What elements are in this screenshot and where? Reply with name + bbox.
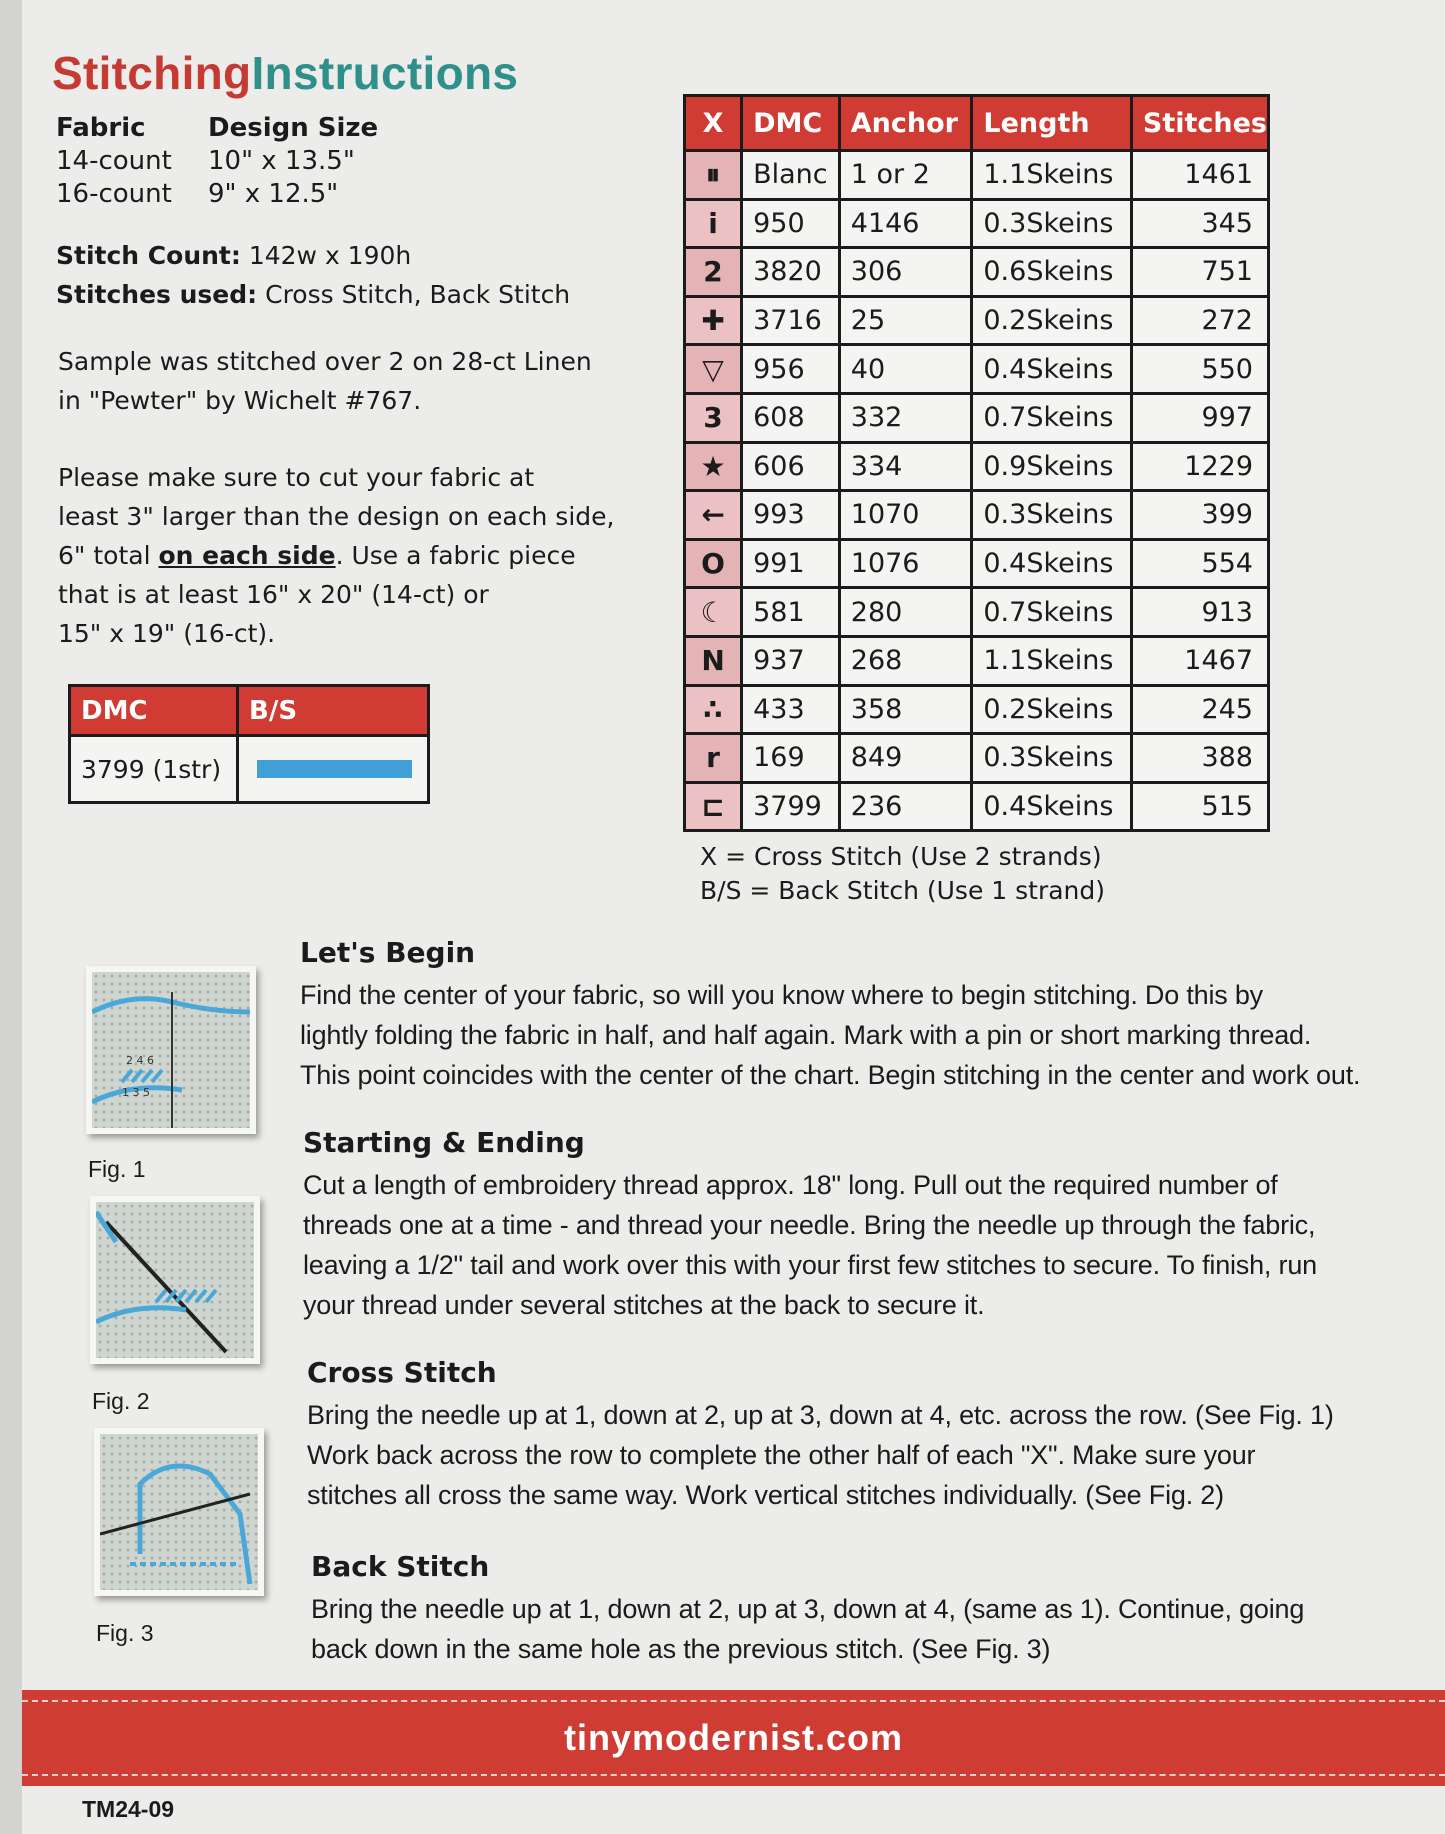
fig-2-label: Fig. 2: [92, 1388, 150, 1414]
stitch-count-value: 142w x 190h: [248, 241, 412, 270]
floss-anchor: 236: [839, 782, 972, 831]
floss-row: [685, 685, 1269, 734]
floss-symbol: ←: [685, 491, 742, 540]
floss-row: [685, 636, 1269, 685]
section-lets-begin: [300, 936, 1360, 1095]
cut-note-line: Please make sure to cut your fabric at: [58, 463, 535, 492]
body-line: Find the center of your fabric, so will you know where to begin stitching. Do this by: [300, 980, 1263, 1010]
body-line: threads one at a time - and thread your needle. Bring the needle up through the fabric,: [303, 1210, 1316, 1240]
section-back-stitch: [311, 1550, 1304, 1669]
cut-note-line: 15" x 19" (16-ct).: [58, 619, 276, 648]
floss-anchor: 849: [839, 734, 972, 783]
floss-header-dmc: DMC: [742, 96, 840, 151]
floss-row: [685, 296, 1269, 345]
floss-anchor: 1 or 2: [839, 151, 972, 200]
section-heading: Cross Stitch: [307, 1356, 497, 1389]
floss-stitches: 345: [1131, 199, 1268, 248]
fabric-spec: [56, 112, 378, 211]
floss-anchor: 4146: [839, 199, 972, 248]
fig-2-image: [90, 1196, 260, 1364]
page-title: [52, 46, 518, 100]
body-line: lightly folding the fabric in half, and half again. Mark with a pin or short marking thread.: [300, 1020, 1312, 1050]
fig-1-image: [86, 966, 256, 1134]
floss-length: 1.1Skeins: [972, 151, 1132, 200]
fig1-numbers-top: 2 4 6: [126, 1054, 154, 1067]
floss-row: [685, 248, 1269, 297]
floss-anchor: 358: [839, 685, 972, 734]
floss-stitches: 245: [1131, 685, 1268, 734]
title-part-2: Instructions: [251, 47, 519, 99]
floss-symbol: 3: [685, 393, 742, 442]
sample-line: in "Pewter" by Wichelt #767.: [58, 386, 422, 415]
floss-stitches: 554: [1131, 539, 1268, 588]
floss-row: [685, 734, 1269, 783]
floss-row: [685, 539, 1269, 588]
floss-anchor: 306: [839, 248, 972, 297]
body-line: This point coincides with the center of the chart. Begin stitching in the center and work out.: [300, 1060, 1361, 1090]
floss-anchor: 268: [839, 636, 972, 685]
floss-dmc: 3820: [742, 248, 840, 297]
pattern-code: TM24-09: [82, 1796, 175, 1822]
floss-symbol: ∴: [685, 685, 742, 734]
floss-length: 0.4Skeins: [972, 782, 1132, 831]
cut-note-line: [58, 536, 614, 575]
floss-row: [685, 442, 1269, 491]
section-body: [307, 1395, 1334, 1515]
design-size-header: Design Size: [208, 113, 379, 143]
floss-header-anchor: Anchor: [839, 96, 972, 151]
sample-note: [58, 342, 592, 420]
floss-anchor: 1076: [839, 539, 972, 588]
floss-dmc: 433: [742, 685, 840, 734]
title-part-1: Stitching: [52, 47, 252, 99]
floss-symbol: ⏸: [685, 151, 742, 200]
fabric-count: 16-count: [56, 179, 172, 209]
floss-dmc: 608: [742, 393, 840, 442]
floss-length: 0.7Skeins: [972, 393, 1132, 442]
section-cross-stitch: [307, 1356, 1334, 1515]
floss-length: 0.4Skeins: [972, 345, 1132, 394]
bs-dmc-value: 3799 (1str): [71, 737, 239, 801]
footer-banner: [22, 1690, 1445, 1786]
cut-note-line: that is at least 16" x 20" (14-ct) or: [58, 580, 489, 609]
floss-row: [685, 588, 1269, 637]
fig1-numbers-bottom: 1 3 5: [122, 1086, 150, 1099]
floss-length: 1.1Skeins: [972, 636, 1132, 685]
floss-length: 0.9Skeins: [972, 442, 1132, 491]
floss-symbol: ▽: [685, 345, 742, 394]
floss-dmc: 991: [742, 539, 840, 588]
floss-dmc: 169: [742, 734, 840, 783]
body-line: your thread under several stitches at the back to secure it.: [303, 1290, 985, 1320]
floss-dmc: 993: [742, 491, 840, 540]
cut-note-emphasis: on each side: [158, 541, 336, 570]
floss-row: [685, 345, 1269, 394]
body-line: stitches all cross the same way. Work vertical stitches individually. (See Fig. 2): [307, 1480, 1224, 1510]
floss-anchor: 332: [839, 393, 972, 442]
stitches-used-label: Stitches used:: [56, 280, 258, 309]
section-heading: Let's Begin: [300, 936, 476, 969]
fabric-header: Fabric: [56, 113, 146, 143]
floss-dmc: 956: [742, 345, 840, 394]
floss-stitches: 515: [1131, 782, 1268, 831]
floss-header-symbol: X: [685, 96, 742, 151]
section-body: [300, 975, 1360, 1095]
floss-length: 0.6Skeins: [972, 248, 1132, 297]
design-size: 10" x 13.5": [208, 146, 355, 176]
floss-row: [685, 393, 1269, 442]
cut-note: [58, 458, 614, 653]
floss-anchor: 25: [839, 296, 972, 345]
floss-symbol: O: [685, 539, 742, 588]
floss-table: [683, 94, 1270, 832]
body-line: Cut a length of embroidery thread approx. 18" long. Pull out the required number of: [303, 1170, 1278, 1200]
floss-length: 0.2Skeins: [972, 685, 1132, 734]
sample-line: Sample was stitched over 2 on 28-ct Linen: [58, 347, 592, 376]
floss-length: 0.3Skeins: [972, 734, 1132, 783]
stitches-used-value: Cross Stitch, Back Stitch: [265, 280, 571, 309]
floss-anchor: 280: [839, 588, 972, 637]
floss-stitches: 913: [1131, 588, 1268, 637]
key-line: B/S = Back Stitch (Use 1 strand): [700, 876, 1106, 905]
floss-anchor: 334: [839, 442, 972, 491]
floss-row: [685, 151, 1269, 200]
section-heading: Back Stitch: [311, 1550, 490, 1583]
cut-note-line: least 3" larger than the design on each side,: [58, 502, 615, 531]
floss-row: [685, 782, 1269, 831]
floss-header-length: Length: [972, 96, 1132, 151]
floss-row: [685, 199, 1269, 248]
floss-length: 0.3Skeins: [972, 199, 1132, 248]
floss-dmc: 3799: [742, 782, 840, 831]
floss-dmc: 581: [742, 588, 840, 637]
floss-dmc: 3716: [742, 296, 840, 345]
body-line: Work back across the row to complete the other half of each "X". Make sure your: [307, 1440, 1256, 1470]
floss-length: 0.2Skeins: [972, 296, 1132, 345]
floss-length: 0.7Skeins: [972, 588, 1132, 637]
body-line: back down in the same hole as the previous stitch. (See Fig. 3): [311, 1634, 1051, 1664]
cut-note-text: . Use a fabric piece: [335, 541, 576, 570]
floss-symbol: ✚: [685, 296, 742, 345]
floss-dmc: 606: [742, 442, 840, 491]
body-line: Bring the needle up at 1, down at 2, up at 3, down at 4, etc. across the row. (See Fig. 1): [307, 1400, 1334, 1430]
floss-stitches: 751: [1131, 248, 1268, 297]
design-size: 9" x 12.5": [208, 179, 339, 209]
fig-3-label: Fig. 3: [96, 1620, 154, 1646]
floss-header-stitches: Stitches: [1131, 96, 1268, 151]
section-heading: Starting & Ending: [303, 1126, 585, 1159]
body-line: leaving a 1/2" tail and work over this with your first few stitches to secure. To finish, run: [303, 1250, 1317, 1280]
fig-3-image: [94, 1428, 264, 1596]
floss-stitches: 388: [1131, 734, 1268, 783]
key-line: X = Cross Stitch (Use 2 strands): [700, 842, 1102, 871]
floss-dmc: 950: [742, 199, 840, 248]
floss-row: [685, 491, 1269, 540]
floss-stitches: 399: [1131, 491, 1268, 540]
floss-anchor: 1070: [839, 491, 972, 540]
floss-dmc: Blanc: [742, 151, 840, 200]
floss-symbol: i: [685, 199, 742, 248]
floss-symbol: ★: [685, 442, 742, 491]
floss-anchor: 40: [839, 345, 972, 394]
floss-stitches: 1229: [1131, 442, 1268, 491]
floss-symbol: 2: [685, 248, 742, 297]
website-link[interactable]: tinymodernist.com: [563, 1717, 904, 1758]
floss-stitches: 550: [1131, 345, 1268, 394]
section-body: [311, 1589, 1304, 1669]
floss-symbol: r: [685, 734, 742, 783]
section-starting-ending: [303, 1126, 1317, 1325]
body-line: Bring the needle up at 1, down at 2, up at 3, down at 4, (same as 1). Continue, going: [311, 1594, 1305, 1624]
stitch-key: [700, 840, 1105, 908]
stitch-info: [56, 236, 570, 314]
floss-dmc: 937: [742, 636, 840, 685]
bs-header-dmc: DMC: [71, 687, 239, 734]
floss-length: 0.4Skeins: [972, 539, 1132, 588]
floss-stitches: 1461: [1131, 151, 1268, 200]
stitch-count-label: Stitch Count:: [56, 241, 241, 270]
floss-stitches: 1467: [1131, 636, 1268, 685]
backstitch-table: [68, 684, 430, 804]
fabric-count: 14-count: [56, 146, 172, 176]
floss-length: 0.3Skeins: [972, 491, 1132, 540]
floss-symbol: N: [685, 636, 742, 685]
floss-stitches: 997: [1131, 393, 1268, 442]
section-body: [303, 1165, 1317, 1325]
backstitch-line-swatch: [257, 760, 412, 778]
floss-symbol: ⊏: [685, 782, 742, 831]
fig-1-label: Fig. 1: [88, 1156, 146, 1182]
floss-stitches: 272: [1131, 296, 1268, 345]
bs-header-bs: B/S: [249, 695, 298, 726]
cut-note-text: 6" total: [58, 541, 159, 570]
floss-symbol: ☾: [685, 588, 742, 637]
